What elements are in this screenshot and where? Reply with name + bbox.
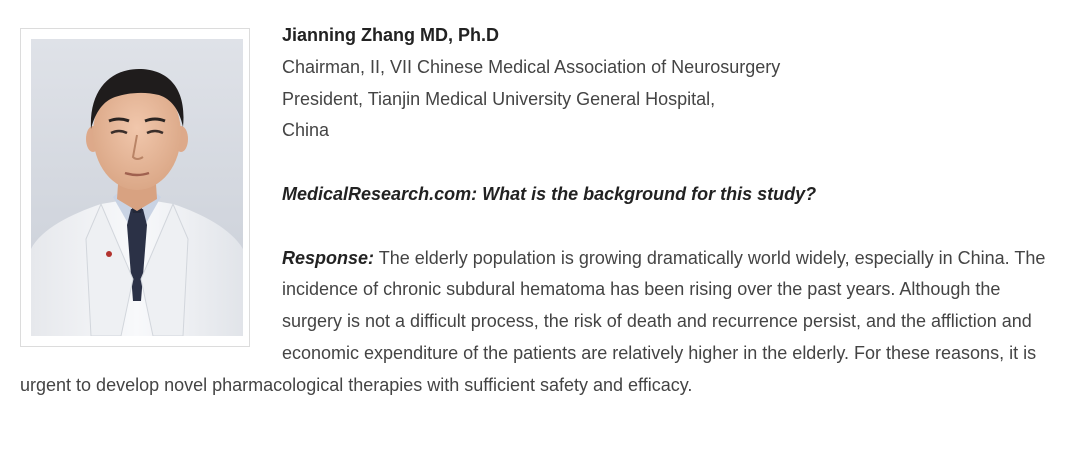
author-title-line-3: China xyxy=(282,120,330,141)
author-portrait-image xyxy=(31,39,243,336)
author-photo-frame xyxy=(20,28,250,347)
author-name: Jianning Zhang MD, Ph.D xyxy=(282,25,499,45)
response-label: Response: xyxy=(282,247,375,268)
author-photo xyxy=(31,39,243,336)
author-title-line-2: President, Tianjin Medical University General Hospital, xyxy=(282,88,716,109)
article-body xyxy=(20,20,1060,402)
question-text: MedicalResearch.com: What is the background for this study? xyxy=(282,183,817,204)
response-text: The elderly population is growing dramatically world widely, especially in China. The incidence of chronic subdural hematoma has been rising over the past years. Although the surgery is not a difficult process, the risk of death and recurrence persist, and the affliction and economic expenditure of the patients are relatively higher in the elderly. For these reasons, it is urgent to develop novel pharmacological therapies with sufficient safety and efficacy. xyxy=(20,247,1046,395)
author-title-line-1: Chairman, II, VII Chinese Medical Association of Neurosurgery xyxy=(282,56,781,77)
